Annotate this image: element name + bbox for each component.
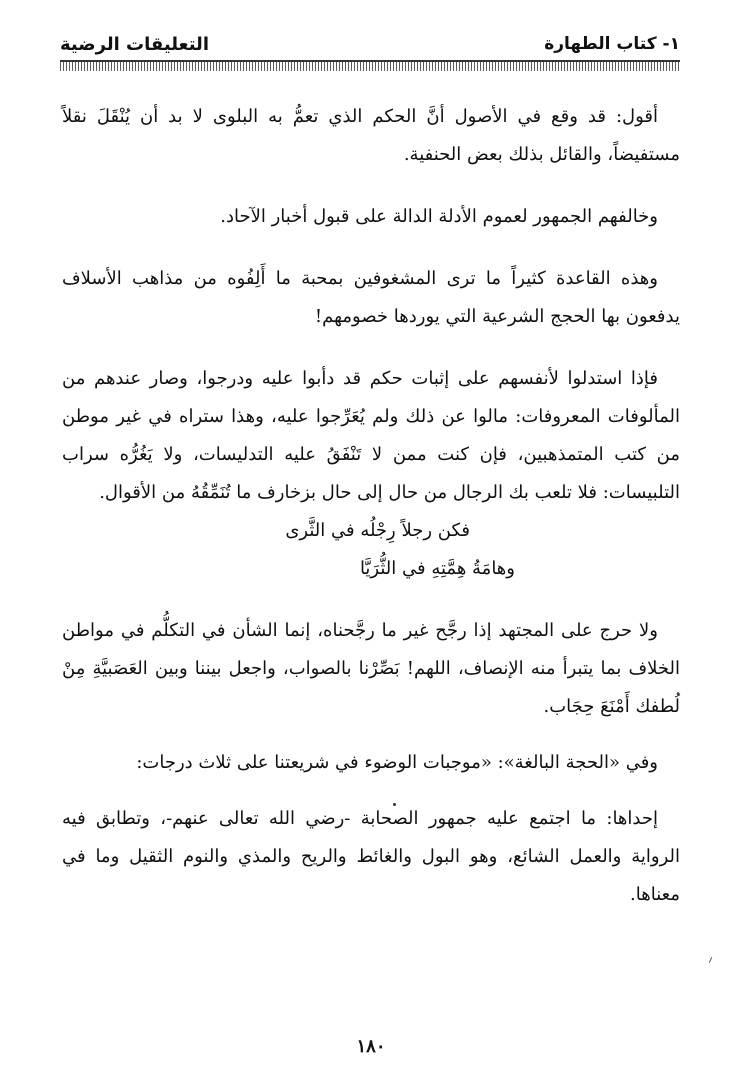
paragraph: أقول: قد وقع في الأصول أنَّ الحكم الذي تعمُّ به البلوى لا بد أن يُنْقَلَ نقلاً مستفيضاً، والقائل بذلك بعض الحنفية. (62, 106, 680, 165)
header-rule (60, 60, 680, 71)
scan-speck (393, 803, 396, 806)
page-number: ١٨٠ (356, 1036, 386, 1057)
verse-block (62, 512, 680, 588)
quote-intro: وفي «الحجة البالغة»: «موجبات الوضوء في شريعتنا على ثلاث درجات: (136, 752, 658, 773)
paragraph: وخالفهم الجمهور لعموم الأدلة الدالة على قبول أخبار الآحاد. (220, 206, 658, 227)
book-title: التعليقات الرضية (60, 34, 209, 55)
verse-line: فكن رجلاً رِجْلُه في الثَّرى (285, 520, 470, 541)
paragraph: وهذه القاعدة كثيراً ما ترى المشغوفين بمحبة ما أَلِفُوه من مذاهب الأسلاف يدفعون بها الحجج الشرعية التي يوردها خصومهم! (62, 268, 680, 327)
scan-mark (709, 957, 712, 963)
paragraph: ولا حرج على المجتهد إذا رجَّح غير ما رجَّحناه، إنما الشأن في التكلُّم في مواطن الخلاف بما يتبرأ منه الإنصاف، اللهم! بَصِّرْنا بالصواب، واجعل بيننا وبين العَصَبيَّةِ مِنْ لُطفك أَمْنَعَ حِجَاب. (62, 620, 680, 717)
paragraph: إحداها: ما اجتمع عليه جمهور الصحابة -رضي الله تعالى عنهم-، وتطابق فيه الرواية والعمل الشائع، وهو البول والغائط والريح والمذي والنوم الثقيل وما في معناها. (62, 808, 680, 905)
chapter-title: ١- كتاب الطهارة (544, 34, 680, 54)
paragraph: فإذا استدلوا لأنفسهم على إثبات حكم قد دأبوا عليه ودرجوا، وصار عندهم من المألوفات المعروفات: مالوا عن ذلك ولم يُعَرِّجوا عليه، وهذا ستراه في غير موطن من كتب المتمذهبين، فإن كنت ممن لا تَنْفَقُ عليه التدليسات، ولا يَغُرُّه سراب التلبيسات: فلا تلعب بك الرجال من حال إلى حال بزخارف ما تُنَمِّقُهُ من الأقوال. (62, 368, 680, 503)
verse-line: وهامَةُ هِمَّتِهِ في الثُّرَيَّا (359, 558, 515, 579)
page-body (62, 98, 680, 914)
